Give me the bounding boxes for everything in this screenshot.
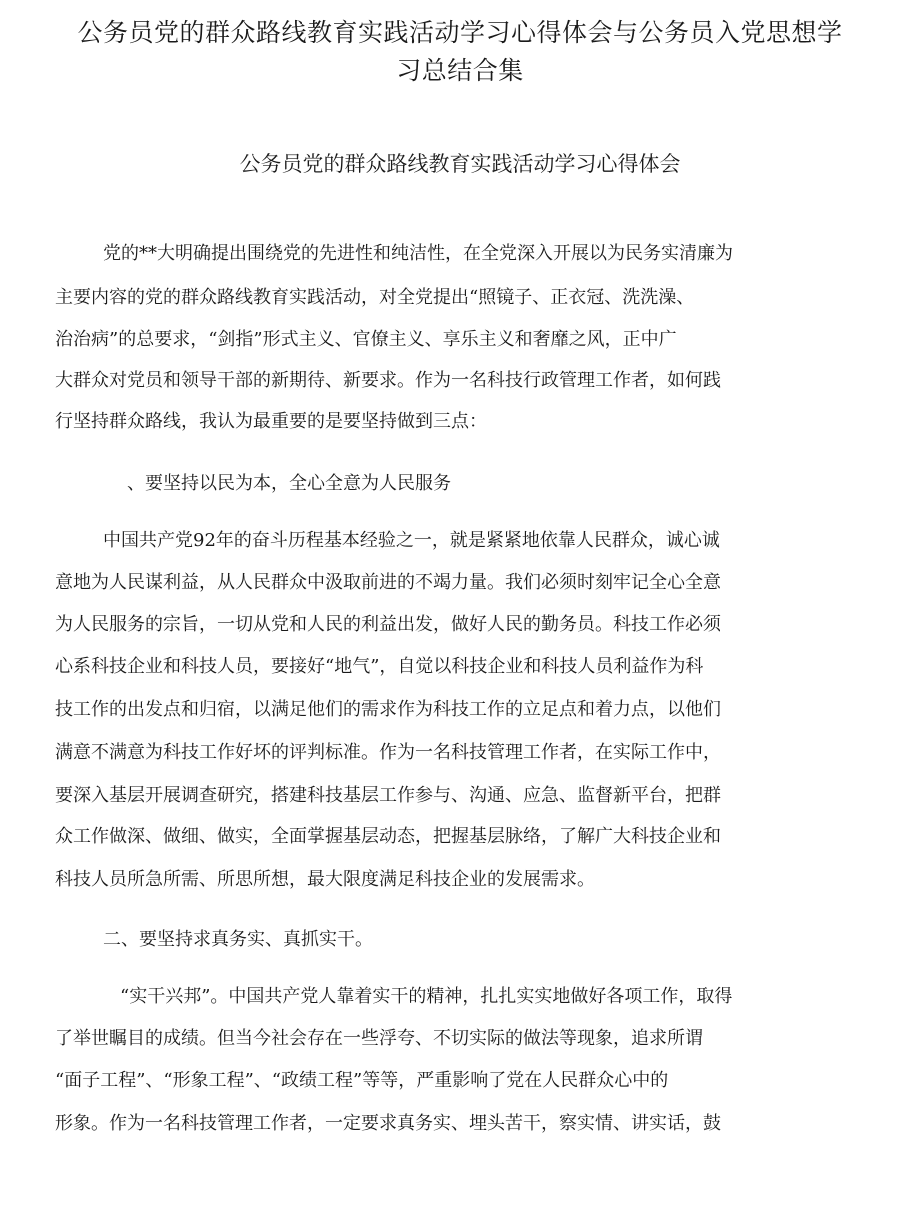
paragraph-1-line: 行坚持群众路线，我认为最重要的是要坚持做到三点： <box>55 411 487 432</box>
paragraph-2-line: 为人民服务的宗旨，一切从党和人民的利益出发，做好人民的勤务员。科技工作必须 <box>55 614 721 635</box>
paragraph-1-line: 党的**大明确提出围绕党的先进性和纯洁性，在全党深入开展以为民务实清廉为 <box>103 243 733 264</box>
document-title <box>52 14 868 90</box>
paragraph-1-line: 治治病”的总要求，“剑指”形式主义、官僚主义、享乐主义和奢靡之风，正中广 <box>55 329 677 350</box>
paragraph-3-line: “实干兴邦”。中国共产党人靠着实干的精神，扎扎实实地做好各项工作，取得 <box>120 986 733 1007</box>
paragraph-2-line: 众工作做深、做细、做实，全面掌握基层动态，把握基层脉络，了解广大科技企业和 <box>55 826 721 847</box>
paragraph-2-line: 科技人员所急所需、所思所想，最大限度满足科技企业的发展需求。 <box>55 869 595 890</box>
paragraph-3-line: 形象。作为一名科技管理工作者，一定要求真务实、埋头苦干，察实情、讲实话，鼓 <box>55 1113 721 1134</box>
paragraph-2-line: 意地为人民谋利益，从人民群众中汲取前进的不竭力量。我们必须时刻牢记全心全意 <box>55 572 721 593</box>
document-title-line-2: 习总结合集 <box>396 56 524 85</box>
paragraph-2-line: 中国共产党92年的奋斗历程基本经验之一，就是紧紧地依靠人民群众，诚心诚 <box>103 530 720 551</box>
paragraph-2-line: 要深入基层开展调查研究，搭建科技基层工作参与、沟通、应急、监督新平台，把群 <box>55 785 721 806</box>
subheading-1: 、要坚持以民为本，全心全意为人民服务 <box>127 473 451 494</box>
document-title-line-1: 公务员党的群众路线教育实践活动学习心得体会与公务员入党思想学 <box>77 18 843 47</box>
paragraph-3-line: “面子工程”、“形象工程”、“政绩工程”等等，严重影响了党在人民群众心中的 <box>55 1070 669 1091</box>
paragraph-2-line: 心系科技企业和科技人员，要接好“地气”，自觉以科技企业和科技人员利益作为科 <box>55 656 704 677</box>
paragraph-2-line: 技工作的出发点和归宿，以满足他们的需求作为科技工作的立足点和着力点，以他们 <box>55 699 721 720</box>
subheading-2: 二、要坚持求真务实、真抓实干。 <box>103 929 373 950</box>
paragraph-3-line: 了举世瞩目的成绩。但当今社会存在一些浮夸、不切实际的做法等现象，追求所谓 <box>55 1028 703 1049</box>
section-title: 公务员党的群众路线教育实践活动学习心得体会 <box>239 152 681 176</box>
paragraph-1-line: 大群众对党员和领导干部的新期待、新要求。作为一名科技行政管理工作者，如何践 <box>55 370 721 391</box>
paragraph-2-line: 满意不满意为科技工作好坏的评判标准。作为一名科技管理工作者，在实际工作中， <box>55 742 721 763</box>
paragraph-1-line: 主要内容的党的群众路线教育实践活动，对全党提出“照镜子、正衣冠、洗洗澡、 <box>55 287 695 308</box>
